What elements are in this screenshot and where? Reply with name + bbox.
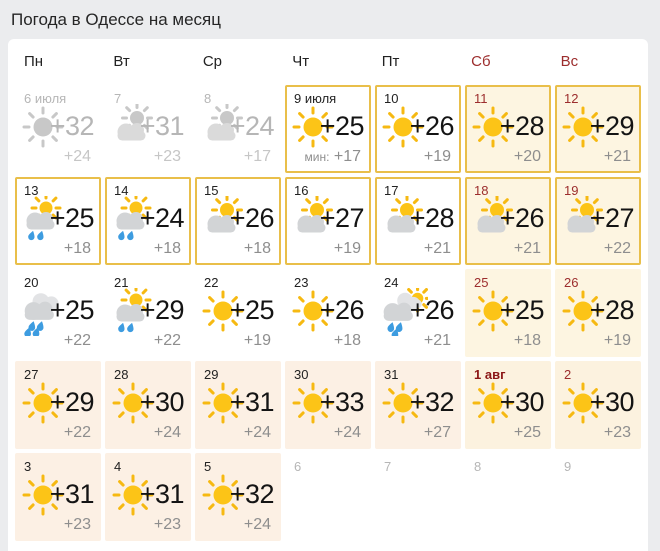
day-high-temp: +25	[499, 295, 544, 325]
day-cell[interactable]	[555, 361, 641, 449]
day-low-temp: +22	[63, 332, 91, 349]
day-number: 6	[294, 459, 302, 474]
day-high-temp: +26	[319, 295, 364, 325]
day-high-temp: +31	[49, 479, 94, 509]
day-number: 16	[294, 183, 309, 198]
weekday-header	[13, 53, 643, 70]
day-low-temp: +19	[423, 148, 451, 165]
day-cell[interactable]	[105, 177, 191, 265]
day-number: 30	[294, 367, 309, 382]
day-number: 9	[564, 459, 572, 474]
day-high-temp: +30	[499, 387, 544, 417]
day-cell[interactable]	[105, 361, 191, 449]
day-low-temp: +21	[423, 240, 451, 257]
weekday-label-вс: Вс	[560, 53, 579, 70]
day-high-temp: +32	[49, 111, 94, 141]
day-number: 10	[384, 91, 399, 106]
day-high-temp: +29	[49, 387, 94, 417]
day-cell[interactable]	[375, 361, 461, 449]
day-number: 13	[24, 183, 39, 198]
day-cell[interactable]	[285, 177, 371, 265]
day-low-temp: +22	[603, 240, 631, 257]
day-cell[interactable]	[375, 269, 461, 357]
day-number: 19	[564, 183, 579, 198]
day-cell	[15, 85, 101, 173]
day-low-temp: +24	[243, 516, 271, 533]
day-low-temp: +23	[153, 148, 181, 165]
weekday-label-вт: Вт	[113, 53, 130, 70]
day-cell	[465, 453, 551, 541]
day-high-temp: +27	[589, 203, 634, 233]
day-number: 31	[384, 367, 399, 382]
day-cell[interactable]	[465, 269, 551, 357]
day-high-temp: +31	[139, 111, 184, 141]
day-number: 1 авг	[474, 367, 506, 382]
day-number: 15	[204, 183, 219, 198]
day-high-temp: +26	[499, 203, 544, 233]
day-low-temp: +20	[513, 148, 541, 165]
day-number: 9 июля	[294, 91, 337, 106]
day-cell[interactable]	[465, 177, 551, 265]
day-high-temp: +24	[139, 203, 184, 233]
day-number: 5	[204, 459, 212, 474]
day-high-temp: +28	[409, 203, 454, 233]
day-number: 4	[114, 459, 122, 474]
day-low-temp: +18	[153, 240, 181, 257]
day-cell[interactable]	[195, 361, 281, 449]
day-number: 26	[564, 275, 579, 290]
day-cell[interactable]	[555, 177, 641, 265]
day-high-temp: +26	[229, 203, 274, 233]
day-cell[interactable]	[195, 177, 281, 265]
day-cell[interactable]	[375, 177, 461, 265]
day-cell[interactable]	[15, 269, 101, 357]
min-label: мин:	[304, 150, 330, 164]
weekday-label-чт: Чт	[292, 53, 310, 70]
day-low-temp: +17	[243, 148, 271, 165]
day-cell[interactable]	[15, 177, 101, 265]
day-cell	[105, 85, 191, 173]
day-cell	[555, 453, 641, 541]
day-high-temp: +31	[139, 479, 184, 509]
day-high-temp: +27	[319, 203, 364, 233]
day-low-temp: +24	[63, 148, 91, 165]
day-number: 17	[384, 183, 399, 198]
day-number: 28	[114, 367, 129, 382]
day-cell[interactable]	[195, 453, 281, 541]
day-number: 6 июля	[24, 91, 67, 106]
day-high-temp: +26	[409, 111, 454, 141]
day-low-temp: +24	[153, 424, 181, 441]
day-high-temp: +30	[139, 387, 184, 417]
day-high-temp: +25	[319, 111, 364, 141]
day-high-temp: +28	[589, 295, 634, 325]
day-number: 3	[24, 459, 32, 474]
day-cell[interactable]	[105, 453, 191, 541]
weekday-label-пн: Пн	[24, 53, 44, 70]
calendar-grid	[13, 85, 643, 541]
day-number: 18	[474, 183, 489, 198]
day-low-temp: +23	[153, 516, 181, 533]
day-number: 29	[204, 367, 219, 382]
day-low-temp: +21	[603, 148, 631, 165]
day-low-temp: +18	[333, 332, 361, 349]
page-title: Погода в Одессе на месяц	[11, 10, 221, 29]
day-high-temp: +24	[229, 111, 274, 141]
day-cell-today[interactable]	[285, 85, 371, 173]
day-number: 20	[24, 275, 39, 290]
day-low-temp: +24	[333, 424, 361, 441]
day-number: 27	[24, 367, 39, 382]
day-low-temp: +22	[153, 332, 181, 349]
day-low-temp: +23	[603, 424, 631, 441]
day-high-temp: +30	[589, 387, 634, 417]
day-high-temp: +32	[409, 387, 454, 417]
day-high-temp: +31	[229, 387, 274, 417]
day-high-temp: +25	[49, 295, 94, 325]
day-number: 2	[564, 367, 572, 382]
weekday-label-сб: Сб	[471, 53, 491, 70]
day-high-temp: +33	[319, 387, 364, 417]
day-cell[interactable]	[465, 361, 551, 449]
day-number: 12	[564, 91, 579, 106]
day-number: 8	[474, 459, 482, 474]
day-number: 7	[114, 91, 122, 106]
day-low-temp: +19	[333, 240, 361, 257]
day-cell[interactable]	[285, 361, 371, 449]
day-cell	[375, 453, 461, 541]
day-cell[interactable]	[285, 269, 371, 357]
day-high-temp: +25	[229, 295, 274, 325]
day-cell[interactable]	[465, 85, 551, 173]
day-low-temp: +23	[63, 516, 91, 533]
day-low-temp: +25	[513, 424, 541, 441]
day-low-temp: +24	[243, 424, 271, 441]
day-low-temp: +18	[513, 332, 541, 349]
day-number: 25	[474, 275, 489, 290]
day-cell[interactable]	[195, 269, 281, 357]
day-high-temp: +29	[589, 111, 634, 141]
day-cell	[285, 453, 371, 541]
day-low-temp: +18	[243, 240, 271, 257]
day-number: 7	[384, 459, 392, 474]
day-cell[interactable]	[375, 85, 461, 173]
day-cell[interactable]	[15, 453, 101, 541]
day-high-temp: +25	[49, 203, 94, 233]
day-low-temp: +21	[423, 332, 451, 349]
day-cell	[195, 85, 281, 173]
day-number: 21	[114, 275, 129, 290]
day-high-temp: +26	[409, 295, 454, 325]
day-cell[interactable]	[555, 85, 641, 173]
day-low-temp: +21	[513, 240, 541, 257]
day-number: 24	[384, 275, 399, 290]
day-number: 8	[204, 91, 212, 106]
weekday-label-ср: Ср	[202, 53, 223, 70]
day-high-temp: +32	[229, 479, 274, 509]
day-low-temp: мин: +17	[304, 148, 361, 165]
day-number: 23	[294, 275, 309, 290]
day-low-temp: +22	[63, 424, 91, 441]
day-low-temp: +19	[243, 332, 271, 349]
month-forecast-card	[8, 39, 648, 551]
day-number: 11	[474, 91, 488, 106]
day-number: 22	[204, 275, 219, 290]
day-low-temp: +19	[603, 332, 631, 349]
day-low-temp: +18	[63, 240, 91, 257]
day-cell[interactable]	[555, 269, 641, 357]
day-cell[interactable]	[15, 361, 101, 449]
weekday-label-пт: Пт	[381, 53, 400, 70]
day-cell[interactable]	[105, 269, 191, 357]
day-high-temp: +29	[139, 295, 184, 325]
day-number: 14	[114, 183, 129, 198]
day-high-temp: +28	[499, 111, 544, 141]
day-low-temp: +27	[423, 424, 451, 441]
